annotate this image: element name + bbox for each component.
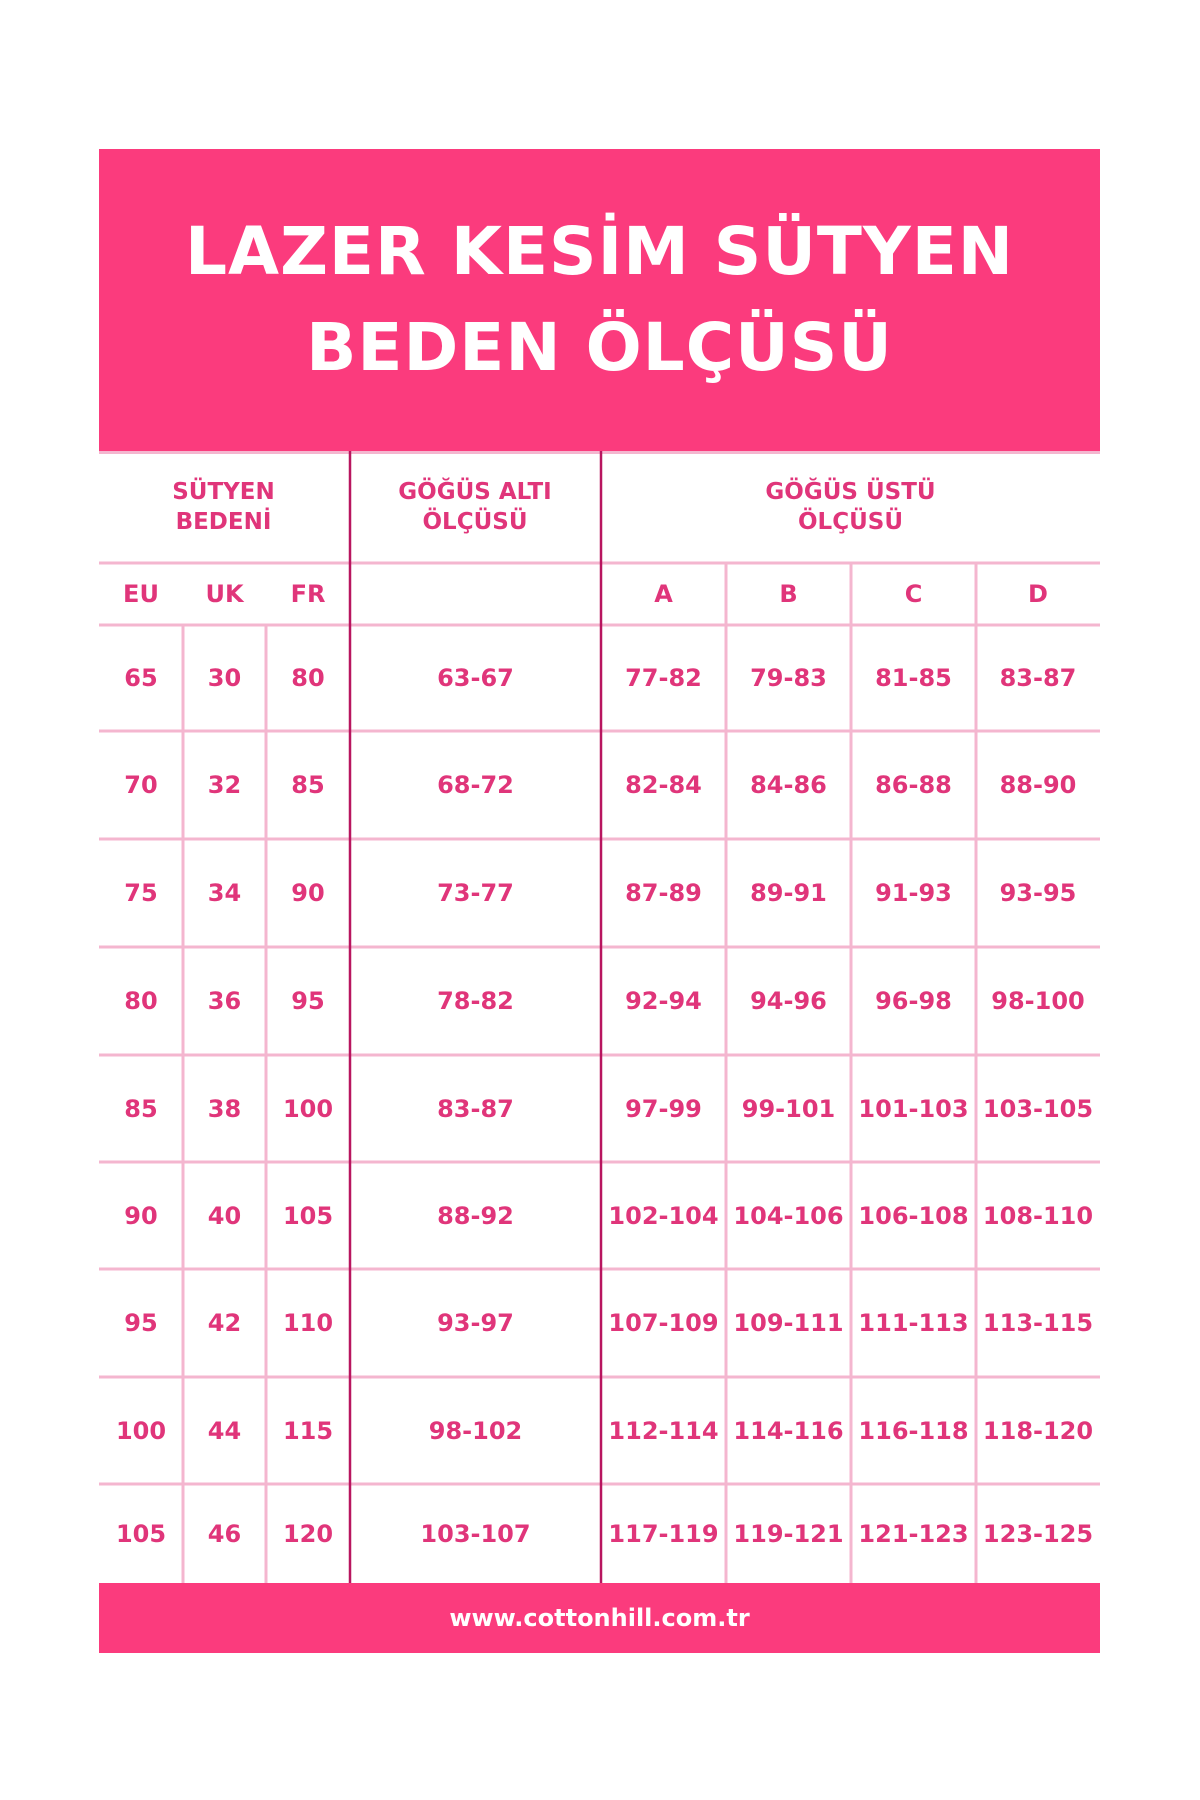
cell-cup-b: 109-111 bbox=[733, 1309, 844, 1337]
cell-cup-d: 83-87 bbox=[999, 664, 1077, 692]
cell-uk: 36 bbox=[207, 987, 242, 1015]
cell-uk: 34 bbox=[207, 879, 242, 907]
cell-cup-c: 106-108 bbox=[858, 1201, 969, 1230]
cell-cup-b: 94-96 bbox=[750, 987, 827, 1015]
subheader-fr: FR bbox=[290, 580, 326, 608]
cell-fr: 90 bbox=[291, 879, 325, 907]
page-title-line-2: BEDEN ÖLÇÜSÜ bbox=[306, 309, 893, 386]
header-bra-size-line-2: BEDENİ bbox=[175, 509, 272, 535]
cell-cup-a: 87-89 bbox=[625, 879, 702, 907]
cell-eu: 85 bbox=[124, 1094, 158, 1123]
cell-uk: 32 bbox=[207, 771, 242, 799]
cell-underbust: 78-82 bbox=[437, 987, 514, 1015]
cell-fr: 85 bbox=[291, 771, 325, 799]
cell-cup-d: 103-105 bbox=[982, 1094, 1094, 1123]
cell-fr: 100 bbox=[282, 1094, 334, 1123]
cell-fr: 95 bbox=[291, 987, 325, 1015]
cell-uk: 42 bbox=[207, 1309, 242, 1337]
cell-cup-a: 97-99 bbox=[625, 1094, 702, 1123]
cell-cup-a: 77-82 bbox=[625, 664, 702, 692]
page-title-line-1: LAZER KESİM SÜTYEN bbox=[184, 213, 1015, 290]
subheader-underbust bbox=[350, 563, 601, 625]
cell-fr: 115 bbox=[282, 1416, 334, 1445]
cell-fr: 105 bbox=[282, 1201, 334, 1230]
cell-underbust: 63-67 bbox=[437, 664, 514, 692]
subheader-uk: UK bbox=[205, 580, 244, 608]
cell-cup-c: 101-103 bbox=[858, 1094, 969, 1123]
subheader-eu: EU bbox=[123, 580, 159, 608]
cell-cup-b: 99-101 bbox=[741, 1094, 836, 1123]
cell-eu: 70 bbox=[124, 771, 158, 799]
cell-eu: 75 bbox=[124, 879, 158, 907]
cell-fr: 80 bbox=[291, 664, 325, 692]
cell-eu: 105 bbox=[115, 1519, 167, 1548]
cell-uk: 44 bbox=[207, 1416, 242, 1445]
cell-cup-d: 93-95 bbox=[999, 879, 1077, 907]
cell-uk: 38 bbox=[207, 1094, 242, 1123]
cell-underbust: 103-107 bbox=[420, 1519, 531, 1548]
cell-cup-b: 84-86 bbox=[750, 771, 827, 799]
cell-cup-b: 119-121 bbox=[733, 1519, 844, 1548]
cell-cup-a: 82-84 bbox=[625, 771, 702, 799]
cell-cup-a: 102-104 bbox=[608, 1201, 719, 1230]
subheader-cup-a: A bbox=[654, 580, 673, 608]
header-overbust-line-2: ÖLÇÜSÜ bbox=[797, 509, 903, 535]
cell-cup-c: 91-93 bbox=[875, 879, 952, 907]
cell-fr: 110 bbox=[282, 1309, 334, 1337]
cell-cup-a: 92-94 bbox=[625, 987, 702, 1015]
title-banner bbox=[99, 149, 1100, 451]
header-bra-size-line-1: SÜTYEN bbox=[172, 479, 275, 505]
cell-cup-a: 117-119 bbox=[608, 1519, 719, 1548]
header-overbust-line-1: GÖĞÜS ÜSTÜ bbox=[765, 479, 936, 505]
cell-uk: 46 bbox=[207, 1519, 242, 1548]
cell-eu: 80 bbox=[124, 987, 158, 1015]
footer-banner bbox=[99, 1583, 1100, 1653]
cell-cup-b: 104-106 bbox=[733, 1201, 844, 1230]
cell-cup-c: 96-98 bbox=[875, 987, 952, 1015]
cell-cup-b: 89-91 bbox=[750, 879, 827, 907]
header-underbust-line-1: GÖĞÜS ALTI bbox=[398, 479, 552, 505]
cell-uk: 40 bbox=[207, 1201, 242, 1230]
cell-underbust: 93-97 bbox=[437, 1309, 514, 1337]
cell-cup-d: 118-120 bbox=[982, 1416, 1094, 1445]
header-underbust-line-2: ÖLÇÜSÜ bbox=[422, 509, 528, 535]
cell-cup-d: 98-100 bbox=[991, 987, 1085, 1015]
cell-cup-a: 112-114 bbox=[608, 1416, 719, 1445]
cell-cup-c: 116-118 bbox=[858, 1416, 969, 1445]
cell-underbust: 88-92 bbox=[437, 1201, 514, 1230]
website-url: www.cottonhill.com.tr bbox=[449, 1604, 750, 1632]
cell-eu: 95 bbox=[124, 1309, 158, 1337]
cell-fr: 120 bbox=[282, 1519, 334, 1548]
cell-cup-b: 114-116 bbox=[733, 1416, 844, 1445]
cell-eu: 90 bbox=[124, 1201, 158, 1230]
cell-cup-c: 111-113 bbox=[858, 1309, 969, 1337]
cell-cup-d: 88-90 bbox=[999, 771, 1077, 799]
subheader-cup-c: C bbox=[904, 580, 923, 608]
cell-uk: 30 bbox=[207, 664, 242, 692]
size-table bbox=[99, 451, 1100, 1583]
cell-cup-d: 113-115 bbox=[982, 1309, 1094, 1337]
header-underbust bbox=[350, 451, 600, 563]
cell-cup-d: 123-125 bbox=[982, 1519, 1094, 1548]
cell-eu: 100 bbox=[115, 1416, 167, 1445]
subheader-cup-b: B bbox=[779, 580, 798, 608]
cell-cup-c: 86-88 bbox=[875, 771, 952, 799]
subheader-cup-d: D bbox=[1028, 580, 1048, 608]
cell-underbust: 68-72 bbox=[437, 771, 514, 799]
cell-cup-c: 121-123 bbox=[858, 1519, 969, 1548]
cell-cup-b: 79-83 bbox=[750, 664, 827, 692]
cell-cup-c: 81-85 bbox=[875, 664, 952, 692]
cell-cup-a: 107-109 bbox=[608, 1309, 719, 1337]
cell-underbust: 83-87 bbox=[437, 1094, 514, 1123]
cell-underbust: 73-77 bbox=[437, 879, 514, 907]
header-bra-size bbox=[99, 451, 348, 563]
cell-underbust: 98-102 bbox=[428, 1416, 523, 1445]
cell-eu: 65 bbox=[124, 664, 158, 692]
header-overbust bbox=[601, 451, 1100, 563]
cell-cup-d: 108-110 bbox=[982, 1201, 1094, 1230]
